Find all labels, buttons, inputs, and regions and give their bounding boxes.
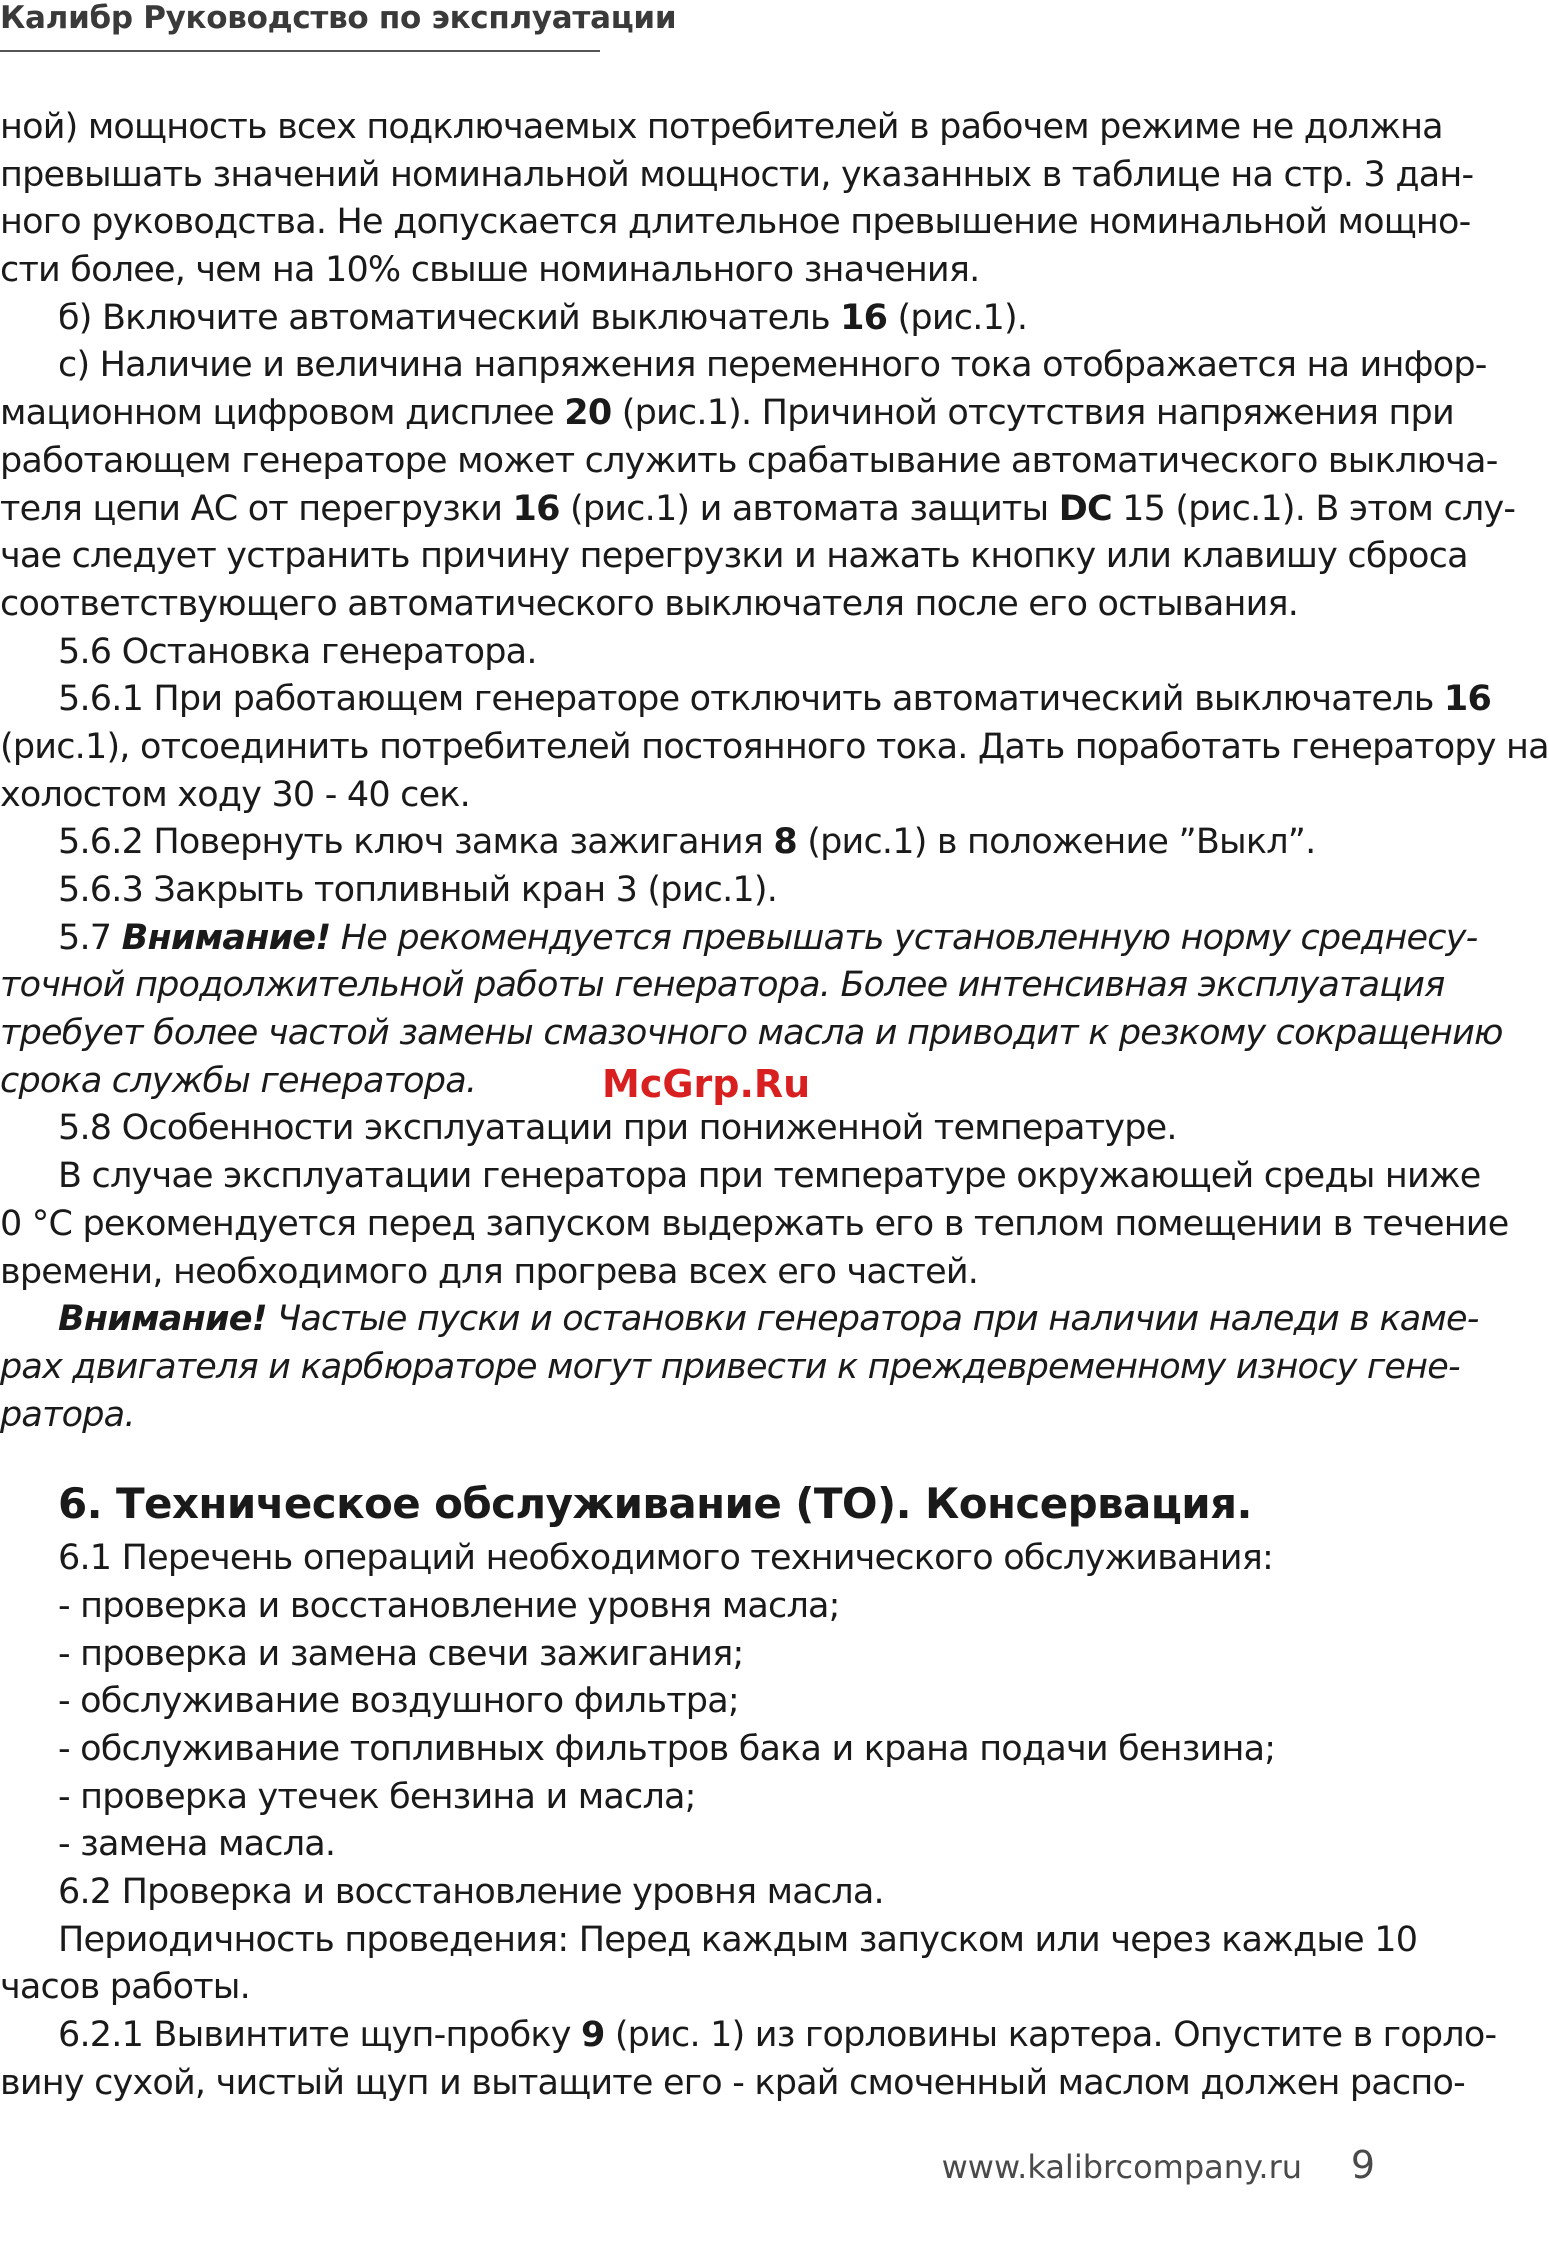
text-line: превышать значений номинальной мощности, указанных в таблице на стр. 3 дан-: [0, 154, 1474, 195]
list-item: - проверка и восстановление уровня масла;: [58, 1585, 840, 1626]
list-item: - проверка утечек бензина и масла;: [58, 1776, 696, 1817]
section-5-6: 5.6 Остановка генератора.: [58, 631, 537, 672]
text-line: теля цепи АС от перегрузки 16 (рис.1) и автомата защиты DC 15 (рис.1). В этом слу-: [0, 488, 1516, 529]
section-5-6-3: 5.6.3 Закрыть топливный кран 3 (рис.1).: [58, 870, 778, 910]
text-line: времени, необходимого для прогрева всех его частей.: [0, 1251, 979, 1292]
text-line: мационном цифровом дисплее 20 (рис.1). Причиной отсутствия напряжения при: [0, 393, 1454, 434]
list-item: - обслуживание воздушного фильтра;: [58, 1681, 739, 1722]
text-line: часов работы.: [0, 1967, 250, 2008]
page-number: 9: [1350, 2143, 1375, 2187]
paragraph-c: с) Наличие и величина напряжения переменного тока отображается на инфор-: [58, 345, 1487, 386]
page-header: [0, 0, 677, 52]
text-line: ной) мощность всех подключаемых потребителей в рабочем режиме не должна: [0, 107, 1443, 147]
section-6-heading: 6. Техническое обслуживание (ТО). Консервация.: [58, 1479, 1252, 1529]
text-line: соответствующего автоматического выключателя после его остывания.: [0, 583, 1299, 624]
section-6-2: 6.2 Проверка и восстановление уровня масла.: [58, 1872, 884, 1913]
section-6-1: 6.1 Перечень операций необходимого технического обслуживания:: [58, 1538, 1273, 1579]
periodicity-line: Периодичность проведения: Перед каждым запуском или через каждые 10: [58, 1919, 1418, 1960]
text-line: точной продолжительной работы генератора. Более интенсивная эксплуатация: [0, 965, 1445, 1006]
text-line: 0 °С рекомендуется перед запуском выдержать его в теплом помещении в течение: [0, 1203, 1509, 1244]
text-line: работающем генераторе может служить срабатывание автоматического выключа-: [0, 440, 1498, 481]
text-line: (рис.1), отсоединить потребителей постоянного тока. Дать поработать генератору на: [0, 726, 1549, 767]
section-6-2-1: 6.2.1 Вывинтите щуп-пробку 9 (рис. 1) из горловины картера. Опустите в горло-: [58, 2015, 1497, 2056]
section-5-7: 5.7 Внимание! Не рекомендуется превышать установленную норму среднесу-: [58, 917, 1478, 958]
text-line: ного руководства. Не допускается длительное превышение номинальной мощно-: [0, 202, 1471, 243]
watermark: McGrp.Ru: [602, 1062, 811, 1106]
footer-url[interactable]: www.kalibrcompany.ru: [941, 2148, 1302, 2186]
list-item: - замена масла.: [58, 1824, 336, 1865]
list-item: - проверка и замена свечи зажигания;: [58, 1633, 744, 1674]
text-line: рах двигателя и карбюраторе могут привести к преждевременному износу гене-: [0, 1346, 1460, 1387]
text-line: требует более частой замены смазочного масла и приводит к резкому сокращению: [0, 1013, 1503, 1054]
text-line: чае следует устранить причину перегрузки и нажать кнопку или клавишу сброса: [0, 536, 1468, 577]
warning-paragraph: Внимание! Частые пуски и остановки генератора при наличии наледи в каме-: [58, 1299, 1479, 1340]
paragraph-b: б) Включите автоматический выключатель 16 (рис.1).: [58, 297, 1028, 338]
section-5-6-1: 5.6.1 При работающем генераторе отключить автоматический выключатель 16: [58, 679, 1491, 720]
header-title: Калибр Руководство по эксплуатации: [0, 0, 677, 36]
section-5-6-2: 5.6.2 Повернуть ключ замка зажигания 8 (рис.1) в положение ”Выкл”.: [58, 822, 1316, 863]
text-line: сти более, чем на 10% свыше номинального значения.: [0, 250, 980, 291]
text-line: холостом ходу 30 - 40 сек.: [0, 774, 470, 815]
list-item: - обслуживание топливных фильтров бака и крана подачи бензина;: [58, 1729, 1276, 1769]
cold-paragraph: В случае эксплуатации генератора при температуре окружающей среды ниже: [58, 1156, 1481, 1197]
text-line: ратора.: [0, 1394, 135, 1435]
text-line: вину сухой, чистый щуп и вытащите его - край смоченный маслом должен распо-: [0, 2062, 1465, 2103]
text-line: срока службы генератора.: [0, 1060, 477, 1101]
section-5-8: 5.8 Особенности эксплуатации при пониженной температуре.: [58, 1108, 1177, 1149]
